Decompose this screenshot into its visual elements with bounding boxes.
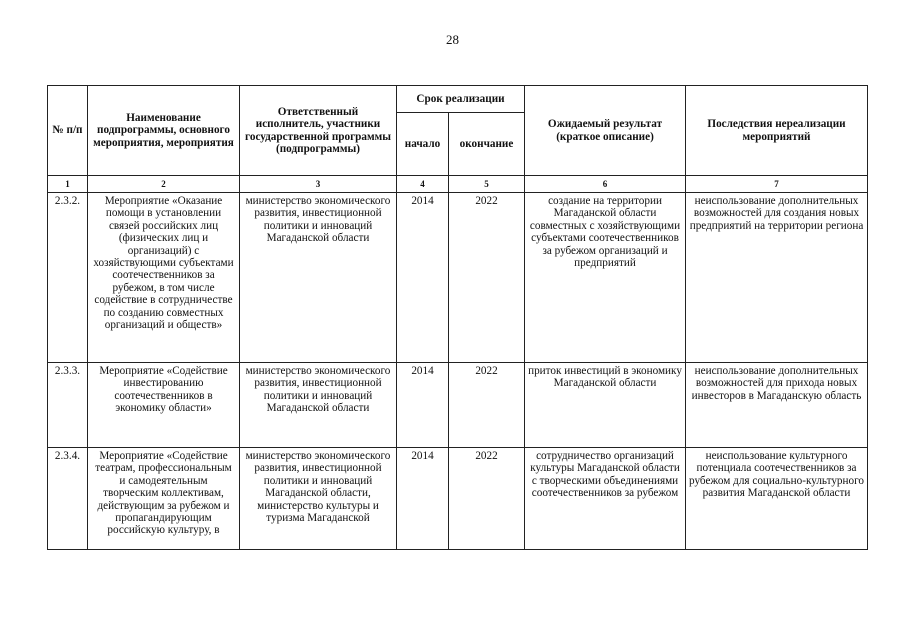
activity-name: Мероприятие «Содействие театрам, профессиональным и самодеятельным творческим коллективам, действующим за рубежом и пропагандирующим российскую культуру, в: [88, 448, 240, 550]
table-row: [48, 363, 868, 448]
column-number: 6: [525, 176, 686, 193]
table-row: [48, 193, 868, 363]
row-number: 2.3.4.: [48, 448, 88, 550]
activity-name: Мероприятие «Содействие инвестированию соотечественников в экономику области»: [88, 363, 240, 448]
header-start: начало: [397, 113, 449, 176]
start-year: 2014: [397, 193, 449, 363]
column-number: 5: [449, 176, 525, 193]
column-number: 7: [686, 176, 868, 193]
header-row-1: [48, 86, 868, 113]
consequences: неиспользование культурного потенциала соотечественников за рубежом для социально-культурного развития Магаданской области: [686, 448, 868, 550]
expected-result: создание на территории Магаданской области совместных с хозяйствующими субъектами соотечественников за рубежом организаций и предприятий: [525, 193, 686, 363]
executor: министерство экономического развития, инвестиционной политики и инноваций Магаданской области: [240, 363, 397, 448]
program-activities-table: [47, 85, 868, 550]
table-row: [48, 448, 868, 550]
header-name: Наименование подпрограммы, основного мероприятия, мероприятия: [88, 86, 240, 176]
end-year: 2022: [449, 448, 525, 550]
start-year: 2014: [397, 363, 449, 448]
start-year: 2014: [397, 448, 449, 550]
header-end: окончание: [449, 113, 525, 176]
header-period: Срок реализации: [397, 86, 525, 113]
executor: министерство экономического развития, инвестиционной политики и инноваций Магаданской области: [240, 193, 397, 363]
executor: министерство экономического развития, инвестиционной политики и инноваций Магаданской области, министерство культуры и туризма Магаданской: [240, 448, 397, 550]
expected-result: сотрудничество организаций культуры Магаданской области с творческими объединениями соотечественников за рубежом: [525, 448, 686, 550]
column-number: 4: [397, 176, 449, 193]
header-consequences: Последствия нереализации мероприятий: [686, 86, 868, 176]
activity-name: Мероприятие «Оказание помощи в установлении связей российских лиц (физических лиц и организаций) с хозяйствующими субъектами соотечественников за рубежом, в том числе содействие в сотрудничестве по созданию совместных организаций и обществ»: [88, 193, 240, 363]
consequences: неиспользование дополнительных возможностей для создания новых предприятий на территории региона: [686, 193, 868, 363]
row-number: 2.3.3.: [48, 363, 88, 448]
column-number: 2: [88, 176, 240, 193]
column-number: 3: [240, 176, 397, 193]
column-number: 1: [48, 176, 88, 193]
expected-result: приток инвестиций в экономику Магаданской области: [525, 363, 686, 448]
end-year: 2022: [449, 193, 525, 363]
header-executor: Ответственный исполнитель, участники государственной программы (подпрограммы): [240, 86, 397, 176]
consequences: неиспользование дополнительных возможностей для прихода новых инвесторов в Магаданскую область: [686, 363, 868, 448]
row-number: 2.3.2.: [48, 193, 88, 363]
header-num: № п/п: [48, 86, 88, 176]
end-year: 2022: [449, 363, 525, 448]
header-result: Ожидаемый результат (краткое описание): [525, 86, 686, 176]
page-number: 28: [446, 32, 459, 47]
column-numbers-row: [48, 176, 868, 193]
